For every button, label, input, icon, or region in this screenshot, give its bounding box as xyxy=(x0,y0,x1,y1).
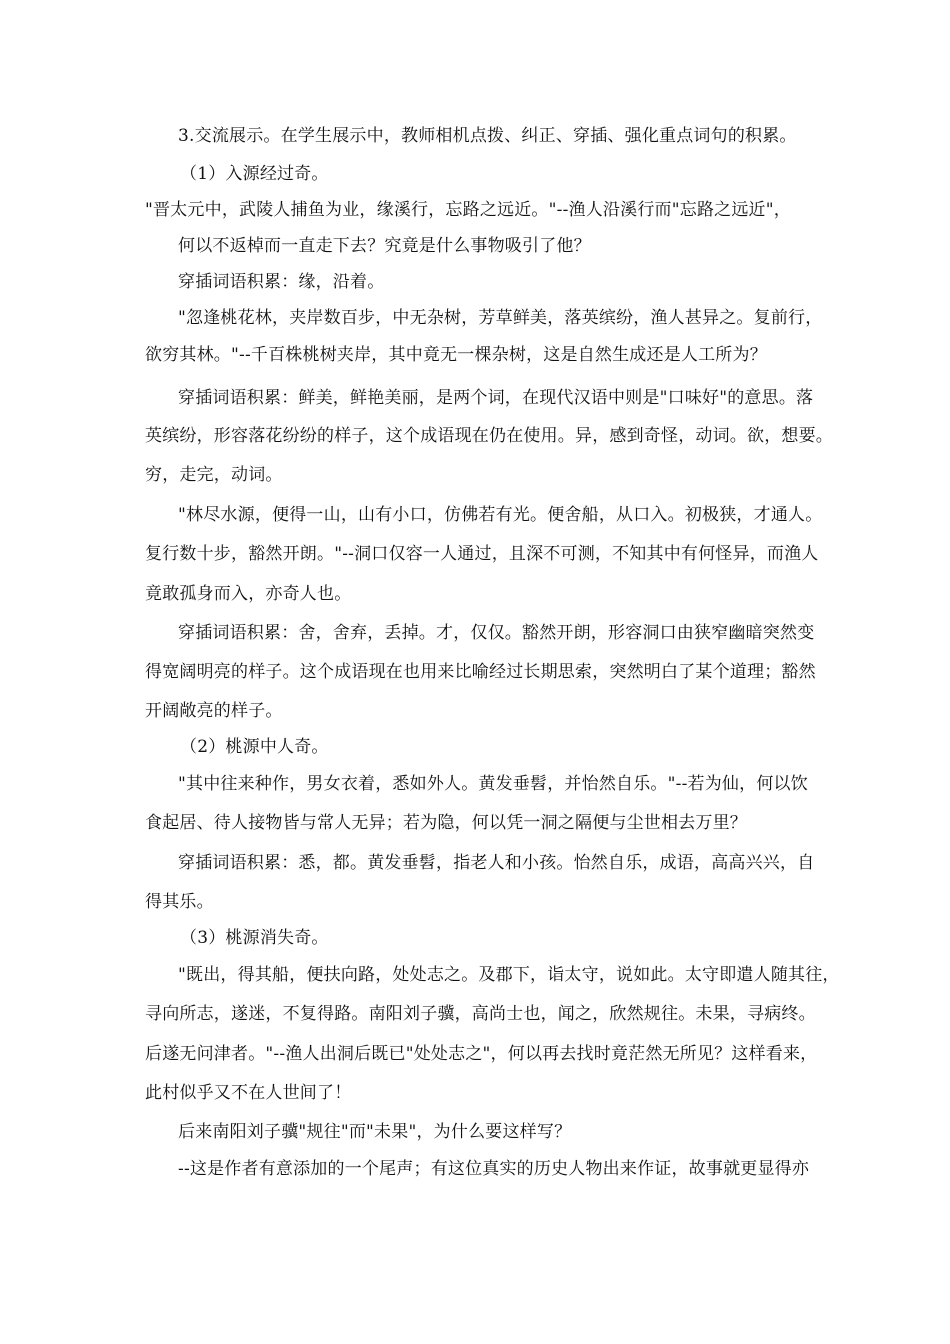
text-line-10: 穷，走完，动词。 xyxy=(145,465,283,485)
text-line-24: 寻向所志，遂迷，不复得路。南阳刘子骥，高尚士也，闻之，欣然规往。未果，寻病终。 xyxy=(145,1004,816,1024)
text-line-13: 竟敢孤身而入，亦奇人也。 xyxy=(145,584,352,604)
text-line-12: 复行数十步，豁然开朗。"--洞口仅容一人通过，且深不可测，不知其中有何怪异，而渔人 xyxy=(145,544,819,564)
text-line-15: 得宽阔明亮的样子。这个成语现在也用来比喻经过长期思索，突然明白了某个道理；豁然 xyxy=(145,662,816,682)
text-line-11: "林尽水源，便得一山，山有小口，仿佛若有光。便舍船，从口入。初极狭，才通人。 xyxy=(178,505,823,525)
text-line-20: 穿插词语积累：悉，都。黄发垂髫，指老人和小孩。怡然自乐，成语，高高兴兴，自 xyxy=(178,853,815,873)
text-line-7: 欲穷其林。"--千百株桃树夹岸，其中竟无一棵杂树，这是自然生成还是人工所为？ xyxy=(145,345,767,365)
section-heading-2: （2）桃源中人奇。 xyxy=(180,737,329,757)
text-line-16: 开阔敞亮的样子。 xyxy=(145,701,283,721)
text-line-1: 3.交流展示。在学生展示中，教师相机点拨、纠正、穿插、强化重点词句的积累。 xyxy=(178,126,797,146)
section-heading-3: （3）桃源消失奇。 xyxy=(180,928,329,948)
text-line-25: 后遂无问津者。"--渔人出洞后既已"处处志之"，何以再去找时竟茫然无所见？这样看来， xyxy=(145,1044,818,1064)
text-line-8: 穿插词语积累：鲜美，鲜艳美丽，是两个词，在现代汉语中则是"口味好"的意思。落 xyxy=(178,388,814,408)
text-line-5: 穿插词语积累：缘，沿着。 xyxy=(178,272,385,292)
text-line-28: --这是作者有意添加的一个尾声；有这位真实的历史人物出来作证，故事就更显得亦 xyxy=(178,1159,810,1179)
text-line-4: 何以不返棹而一直走下去？究竟是什么事物吸引了他？ xyxy=(178,236,591,256)
text-line-14: 穿插词语积累：舍，舍弃，丢掉。才，仅仅。豁然开朗，形容洞口由狭窄幽暗突然变 xyxy=(178,623,815,643)
text-line-26: 此村似乎又不在人世间了！ xyxy=(145,1083,352,1103)
text-line-6: "忽逢桃花林，夹岸数百步，中无杂树，芳草鲜美，落英缤纷，渔人甚异之。复前行， xyxy=(178,308,823,328)
text-line-18: "其中往来种作，男女衣着，悉如外人。黄发垂髫，并怡然自乐。"--若为仙，何以饮 xyxy=(178,774,808,794)
text-line-9: 英缤纷，形容落花纷纷的样子，这个成语现在仍在使用。异，感到奇怪，动词。欲，想要。 xyxy=(145,426,833,446)
text-line-3: "晋太元中，武陵人捕鱼为业，缘溪行，忘路之远近。"--渔人沿溪行而"忘路之远近"， xyxy=(145,200,791,220)
text-line-21: 得其乐。 xyxy=(145,892,214,912)
text-line-27: 后来南阳刘子骥"规往"而"未果"，为什么要这样写？ xyxy=(178,1122,572,1142)
section-heading-1: （1）入源经过奇。 xyxy=(180,164,329,184)
text-line-23: "既出，得其船，便扶向路，处处志之。及郡下，诣太守，说如此。太守即遣人随其往， xyxy=(178,965,840,985)
text-line-19: 食起居、待人接物皆与常人无异；若为隐，何以凭一洞之隔便与尘世相去万里？ xyxy=(145,813,747,833)
